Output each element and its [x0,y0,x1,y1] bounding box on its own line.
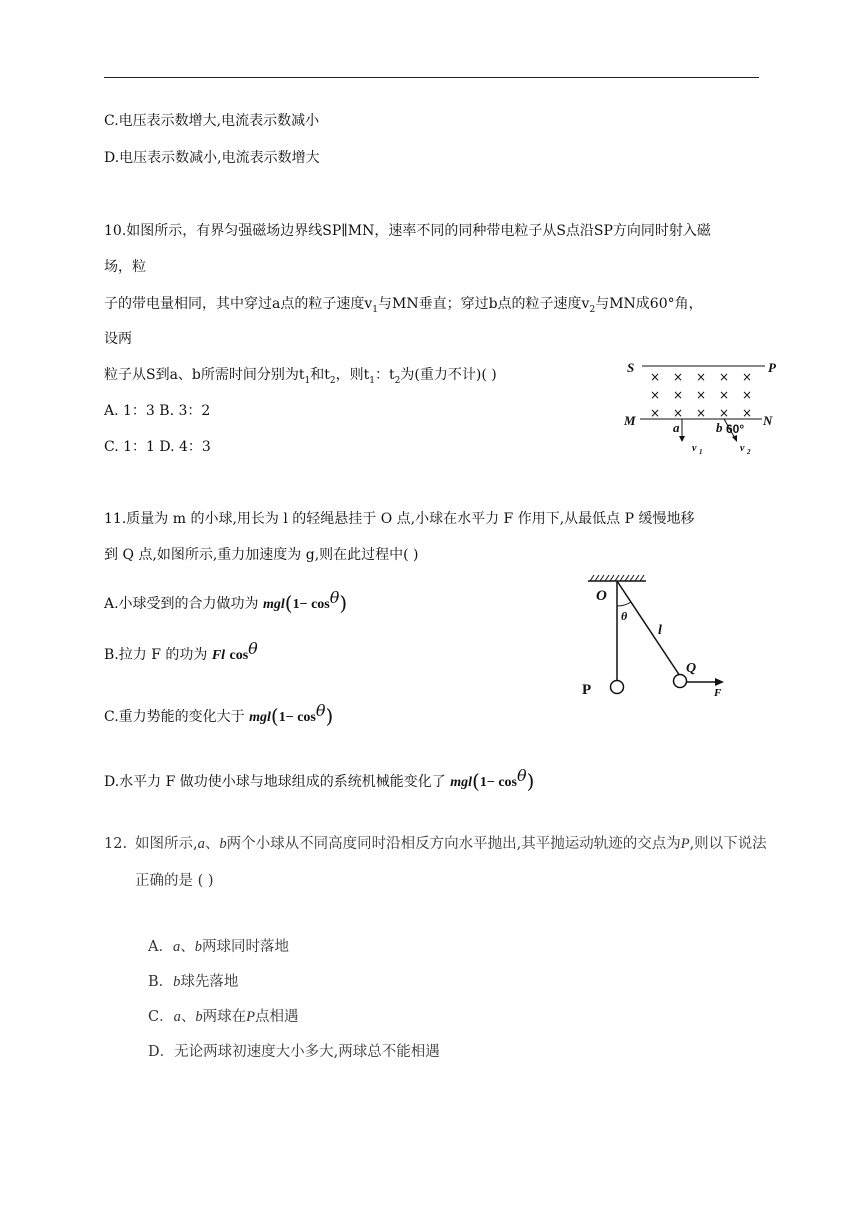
field-crosses [650,370,752,420]
arrowhead-b [732,435,737,442]
label-P: P [768,360,776,375]
pendulum-figure [578,568,738,703]
q10-stem-line3: 子的带电量相同，其中穿过a点的粒子速度$v_1$与MN垂直；穿过b点的粒子速度$v_2$与MN成60°角， [104,296,703,315]
field-cross: × [650,388,661,402]
q11-option-c: C.重力势能的变化大于 mgl(1− cosθ) [104,701,334,728]
field-cross: × [650,406,661,420]
label-S: S [627,360,635,375]
q10-stem-line1: 10.如图所示，有界匀强磁场边界线SP∥MN，速率不同的同种带电粒子从S点沿SP方向同时射入磁 [104,223,711,239]
hatch-mark [610,575,614,581]
hatch-mark [615,575,619,581]
hatch-mark [640,575,644,581]
label-b: b [716,420,723,435]
q11-option-b: B.拉力 F 的功为 Fl cosθ [104,639,258,663]
hatch-mark [590,575,594,581]
field-cross: × [673,406,684,420]
q12-stem-line1: 如图所示,a、b两个小球从不同高度同时沿相反方向水平抛出,其平抛运动轨迹的交点为P,则以下说法 [135,836,767,852]
label-a: a [673,420,680,435]
angle-arc [617,602,631,606]
hatch-mark [635,575,639,581]
hatch-mark [620,575,624,581]
label-v2: v [740,443,745,454]
label-F: F [714,687,722,699]
hatch-mark [595,575,599,581]
field-cross: × [742,370,753,384]
magnetic-field-figure [622,358,787,458]
q11-stem-line1: 11.质量为 m 的小球,用长为 l 的轻绳悬挂于 O 点,小球在水平力 F 作用下,从最低点 P 缓慢地移 [104,511,695,527]
q10-options-ab: A. 1：3 B. 3：2 [104,403,211,419]
label-60deg: 60° [726,422,745,436]
field-cross: × [650,370,661,384]
q12-option-c: C．a、b两球在P点相遇 [148,1009,299,1025]
q12-stem-line2: 正确的是 ( ) [135,873,214,889]
q10-options-cd: C. 1：1 D. 4：3 [104,439,211,455]
q12-option-a: A．a、b两球同时落地 [148,939,289,955]
q11-stem-line2: 到 Q 点,如图所示,重力加速度为 g,则在此过程中( ) [104,547,419,563]
q11-option-d: D.水平力 F 做功使小球与地球组成的系统机械能变化了 mgl(1− cosθ) [104,766,535,793]
field-cross: × [719,406,730,420]
q9-option-c: C.电压表示数增大,电流表示数减小 [104,113,320,129]
label-l: l [658,623,662,638]
arrowhead-a [679,436,685,442]
hatch-mark [625,575,629,581]
force-arrowhead [715,678,724,686]
header-rule [104,77,759,78]
hatch-mark [630,575,634,581]
field-cross: × [673,370,684,384]
label-Q: Q [686,661,697,676]
field-cross: × [673,388,684,402]
field-cross: × [742,388,753,402]
ball-P [611,681,624,694]
label-v1-sub: 1 [699,448,703,456]
q12-option-b: B．b球先落地 [148,974,239,990]
q10-stem-line2: 场，粒 [104,259,146,275]
q12-number: 12. [104,836,128,852]
q9-option-d: D.电压表示数减小,电流表示数增大 [104,150,320,166]
field-cross: × [719,370,730,384]
field-cross: × [696,370,707,384]
ceiling-hatch [590,575,644,581]
label-N: N [763,413,773,428]
hatch-mark [605,575,609,581]
field-cross: × [696,388,707,402]
q10-stem-line4: 设两 [104,331,132,347]
hatch-mark [600,575,604,581]
q12-option-d: D．无论两球初速度大小多大,两球总不能相遇 [148,1044,440,1060]
label-v1: v [692,443,697,454]
label-P: P [582,682,592,698]
label-O: O [596,588,607,604]
ball-Q [674,675,687,688]
label-v2-sub: 2 [747,448,751,456]
label-theta: θ [621,609,628,623]
string-deflected [617,581,680,676]
label-M: M [624,413,636,428]
field-cross: × [696,406,707,420]
q11-option-a: A.小球受到的合力做功为 mgl(1− cosθ) [104,588,348,615]
field-cross: × [742,406,753,420]
q10-stem-line5: 粒子从S到a、b所需时间分别为$t_1$和$t_2$，则$t_1$：$t_2$为(重力不计)( ) [104,367,497,386]
field-cross: × [719,388,730,402]
